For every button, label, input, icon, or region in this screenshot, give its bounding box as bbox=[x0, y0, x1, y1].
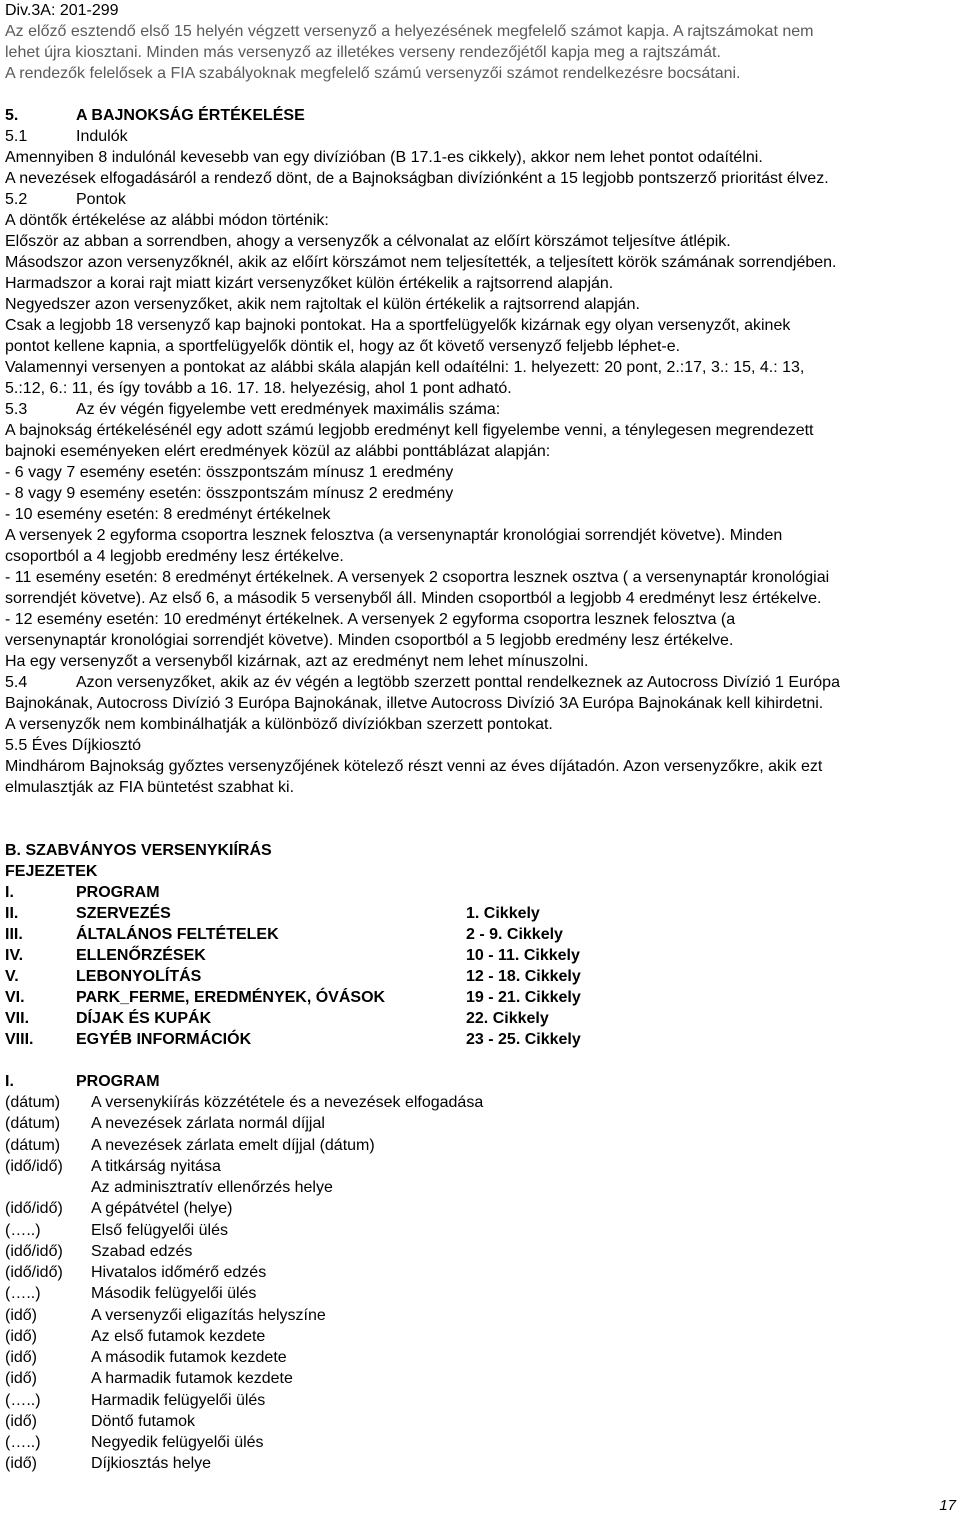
program-item-time: (idő/idő) bbox=[5, 1264, 63, 1281]
program-item-label: Második felügyelői ülés bbox=[91, 1285, 257, 1302]
intro-line: A rendezők felelősek a FIA szabályoknak megfelelő számú versenyzői számot rendelkezésre bocsátani. bbox=[5, 65, 741, 82]
program-item-label: Első felügyelői ülés bbox=[91, 1222, 228, 1239]
program-item-time: (dátum) bbox=[5, 1137, 61, 1154]
intro-line: lehet újra kiosztani. Minden más versenyző az illetékes verseny rendezőjétől kapja meg a rajtszámát. bbox=[5, 44, 721, 61]
paragraph-line: - 10 esemény esetén: 8 eredményt értékelnek bbox=[5, 506, 331, 523]
subsection-heading bbox=[5, 189, 126, 210]
subsection-heading bbox=[5, 399, 500, 420]
program-item-label: Harmadik felügyelői ülés bbox=[91, 1392, 266, 1409]
program-item-label: Az adminisztratív ellenőrzés helye bbox=[91, 1179, 333, 1196]
page-number: 17 bbox=[939, 1497, 956, 1514]
paragraph-line: 5.:12, 6.: 11, és így tovább a 16. 17. 18. helyezésig, ahol 1 pont adható. bbox=[5, 380, 512, 397]
chapter-number: IV. bbox=[5, 947, 24, 964]
paragraph-line: - 8 vagy 9 esemény esetén: összpontszám mínusz 2 eredmény bbox=[5, 485, 454, 502]
paragraph-line: A bajnokság értékelésénél egy adott számú legjobb eredményt kell figyelembe venni, a ténylegesen megrendezett bbox=[5, 422, 814, 439]
paragraph-line: Valamennyi versenyen a pontokat az alábbi skála alapján kell odaítélni: 1. helyezett: 20 pont, 2.:17, 3.: 15, 4.: 13, bbox=[5, 359, 805, 376]
program-item-label: Az első futamok kezdete bbox=[91, 1328, 266, 1345]
section-heading bbox=[5, 105, 305, 126]
program-heading bbox=[5, 1071, 160, 1092]
program-item-time: (dátum) bbox=[5, 1115, 61, 1132]
subsection-heading: 5.5 Éves Díjkiosztó bbox=[5, 737, 142, 754]
subsection-number: 5.1 bbox=[5, 128, 28, 145]
program-item-time: (idő) bbox=[5, 1349, 38, 1366]
program-item-label: A versenyzői eligazítás helyszíne bbox=[91, 1307, 326, 1324]
program-item-time: (dátum) bbox=[5, 1094, 61, 1111]
program-item-time: (idő) bbox=[5, 1370, 38, 1387]
chapter-article-ref: 23 - 25. Cikkely bbox=[466, 1031, 581, 1048]
chapter-title: ÁLTALÁNOS FELTÉTELEK bbox=[76, 926, 279, 943]
paragraph-line: - 11 esemény esetén: 8 eredményt értékelnek. A versenyek 2 csoportra lesznek osztva ( a versenynaptár kronológiai bbox=[5, 569, 830, 586]
subsection-title: Az év végén figyelembe vett eredmények maximális száma: bbox=[76, 401, 501, 418]
paragraph-line: Amennyiben 8 indulónál kevesebb van egy divízióban (B 17.1-es cikkely), akkor nem lehet pontot odaítélni. bbox=[5, 149, 763, 166]
intro-line: Az előző esztendő első 15 helyén végzett versenyző a helyezésének megfelelő számot kapja. A rajtszámokat nem bbox=[5, 23, 814, 40]
program-number: I. bbox=[5, 1073, 14, 1090]
program-item-time: (…..) bbox=[5, 1434, 41, 1451]
program-item-label: A gépátvétel (helye) bbox=[91, 1200, 233, 1217]
program-item-label: A nevezések zárlata normál díjjal bbox=[91, 1115, 325, 1132]
program-item-time: (idő) bbox=[5, 1455, 38, 1472]
subsection-heading bbox=[5, 126, 128, 147]
program-item-label: A titkárság nyitása bbox=[91, 1158, 221, 1175]
subsection-number: 5.3 bbox=[5, 401, 28, 418]
section-title: A BAJNOKSÁG ÉRTÉKELÉSE bbox=[76, 107, 305, 124]
program-item-time: (idő) bbox=[5, 1328, 38, 1345]
subsection-line bbox=[5, 672, 840, 693]
program-item-label: A nevezések zárlata emelt díjjal (dátum) bbox=[91, 1137, 375, 1154]
paragraph-line: Ha egy versenyzőt a versenyből kizárnak, azt az eredményt nem lehet mínuszolni. bbox=[5, 653, 589, 670]
paragraph-line: elmulasztják az FIA büntetést szabhat ki. bbox=[5, 779, 295, 796]
program-item-label: Díjkiosztás helye bbox=[91, 1455, 212, 1472]
paragraph-line: bajnoki eseményeken elért eredmények közül az alábbi ponttáblázat alapján: bbox=[5, 443, 551, 460]
chapter-article-ref: 10 - 11. Cikkely bbox=[466, 947, 580, 964]
paragraph-line: pontot kellene kapnia, a sportfelügyelők döntik el, hogy az őt követő versenyző feljebb léphet-e. bbox=[5, 338, 681, 355]
section-number: 5. bbox=[5, 107, 19, 124]
chapter-title: ELLENŐRZÉSEK bbox=[76, 947, 206, 964]
chapter-article-ref: 19 - 21. Cikkely bbox=[466, 989, 581, 1006]
chapter-number: VII. bbox=[5, 1010, 30, 1027]
chapter-article-ref: 2 - 9. Cikkely bbox=[466, 926, 563, 943]
chapter-title: PARK_FERME, EREDMÉNYEK, ÓVÁSOK bbox=[76, 989, 386, 1006]
paragraph-line: A nevezések elfogadásáról a rendező dönt, de a Bajnokságban divíziónként a 15 legjobb pontszerző prioritást élvez. bbox=[5, 170, 829, 187]
paragraph-line: - 6 vagy 7 esemény esetén: összpontszám mínusz 1 eredmény bbox=[5, 464, 454, 481]
program-item-label: Döntő futamok bbox=[91, 1413, 196, 1430]
subsection-number: 5.2 bbox=[5, 191, 28, 208]
program-item-label: Hivatalos időmérő edzés bbox=[91, 1264, 267, 1281]
chapter-number: VI. bbox=[5, 989, 25, 1006]
chapter-article-ref: 1. Cikkely bbox=[466, 905, 540, 922]
chapter-title: LEBONYOLÍTÁS bbox=[76, 968, 202, 985]
program-item-label: Negyedik felügyelői ülés bbox=[91, 1434, 264, 1451]
subsection-title: Pontok bbox=[76, 191, 126, 208]
paragraph-line: Negyedszer azon versenyzőket, akik nem rajtoltak el külön értékelik a rajtsorrend alapján. bbox=[5, 296, 640, 313]
paragraph-line: A versenyek 2 egyforma csoportra lesznek felosztva (a versenynaptár kronológiai sorrendjét követve). Minden bbox=[5, 527, 783, 544]
paragraph-line: Először az abban a sorrendben, ahogy a versenyzők a célvonalat az előírt körszámot teljesítve átlépik. bbox=[5, 233, 731, 250]
program-item-time: (idő/idő) bbox=[5, 1243, 63, 1260]
paragraph-line: A döntők értékelése az alábbi módon történik: bbox=[5, 212, 329, 229]
program-item-label: A harmadik futamok kezdete bbox=[91, 1370, 293, 1387]
chapter-number: I. bbox=[5, 884, 14, 901]
paragraph-line: Csak a legjobb 18 versenyző kap bajnoki pontokat. Ha a sportfelügyelők kizárnak egy olyan versenyzőt, akinek bbox=[5, 317, 791, 334]
paragraph-line: Mindhárom Bajnokság győztes versenyzőjének kötelező részt venni az éves díjátadón. Azon versenyzőkre, akik ezt bbox=[5, 758, 823, 775]
program-item-time: (…..) bbox=[5, 1392, 41, 1409]
program-item-time: (idő/idő) bbox=[5, 1200, 63, 1217]
program-item-time: (…..) bbox=[5, 1285, 41, 1302]
subsection-title: Indulók bbox=[76, 128, 128, 145]
program-item-label: A második futamok kezdete bbox=[91, 1349, 287, 1366]
paragraph-text: Azon versenyzőket, akik az év végén a legtöbb szerzett ponttal rendelkeznek az Autocross Divízió 1 Európa bbox=[76, 674, 840, 691]
chapters-heading: FEJEZETEK bbox=[5, 863, 98, 880]
chapter-title: EGYÉB INFORMÁCIÓK bbox=[76, 1031, 252, 1048]
chapter-title: DÍJAK ÉS KUPÁK bbox=[76, 1010, 212, 1027]
paragraph-line: Harmadszor a korai rajt miatt kizárt versenyzőket külön értékelik a rajtsorrend alapján. bbox=[5, 275, 614, 292]
division-number-line: Div.3A: 201-299 bbox=[5, 2, 119, 19]
paragraph-line: - 12 esemény esetén: 10 eredményt értékelnek. A versenyek 2 egyforma csoportra lesznek felosztva (a bbox=[5, 611, 736, 628]
paragraph-line: versenynaptár kronológiai sorrendjét követve). Minden csoportból a 5 legjobb eredmény lesz értékelve. bbox=[5, 632, 734, 649]
part-b-title: B. SZABVÁNYOS VERSENYKIÍRÁS bbox=[5, 842, 272, 859]
program-item-time: (idő) bbox=[5, 1413, 38, 1430]
paragraph-line: csoportból a 4 legjobb eredmény lesz értékelve. bbox=[5, 548, 344, 565]
chapter-number: II. bbox=[5, 905, 19, 922]
program-item-label: Szabad edzés bbox=[91, 1243, 193, 1260]
paragraph-line: Bajnokának, Autocross Divízió 3 Európa Bajnokának, illetve Autocross Divízió 3A Európa Bajnokának kell kihirdetni. bbox=[5, 695, 824, 712]
chapter-number: III. bbox=[5, 926, 23, 943]
paragraph-line: Másodszor azon versenyzőknél, akik az előírt körszámot nem teljesítették, a teljesített körök számának sorrendjében. bbox=[5, 254, 837, 271]
program-item-label: A versenykiírás közzététele és a nevezések elfogadása bbox=[91, 1094, 484, 1111]
program-title: PROGRAM bbox=[76, 1073, 160, 1090]
chapter-article-ref: 22. Cikkely bbox=[466, 1010, 549, 1027]
program-item-time: (idő/idő) bbox=[5, 1158, 63, 1175]
subsection-number: 5.4 bbox=[5, 674, 28, 691]
chapter-number: VIII. bbox=[5, 1031, 34, 1048]
chapter-title: PROGRAM bbox=[76, 884, 160, 901]
paragraph-line: A versenyzők nem kombinálhatják a különböző divíziókban szerzett pontokat. bbox=[5, 716, 553, 733]
paragraph-line: sorrendjét követve). Az első 6, a második 5 versenyből áll. Minden csoportból a legjobb 4 eredményt lesz értékelve. bbox=[5, 590, 822, 607]
program-item-time: (idő) bbox=[5, 1307, 38, 1324]
chapter-title: SZERVEZÉS bbox=[76, 905, 171, 922]
chapter-number: V. bbox=[5, 968, 19, 985]
chapter-article-ref: 12 - 18. Cikkely bbox=[466, 968, 581, 985]
program-item-time: (…..) bbox=[5, 1222, 41, 1239]
